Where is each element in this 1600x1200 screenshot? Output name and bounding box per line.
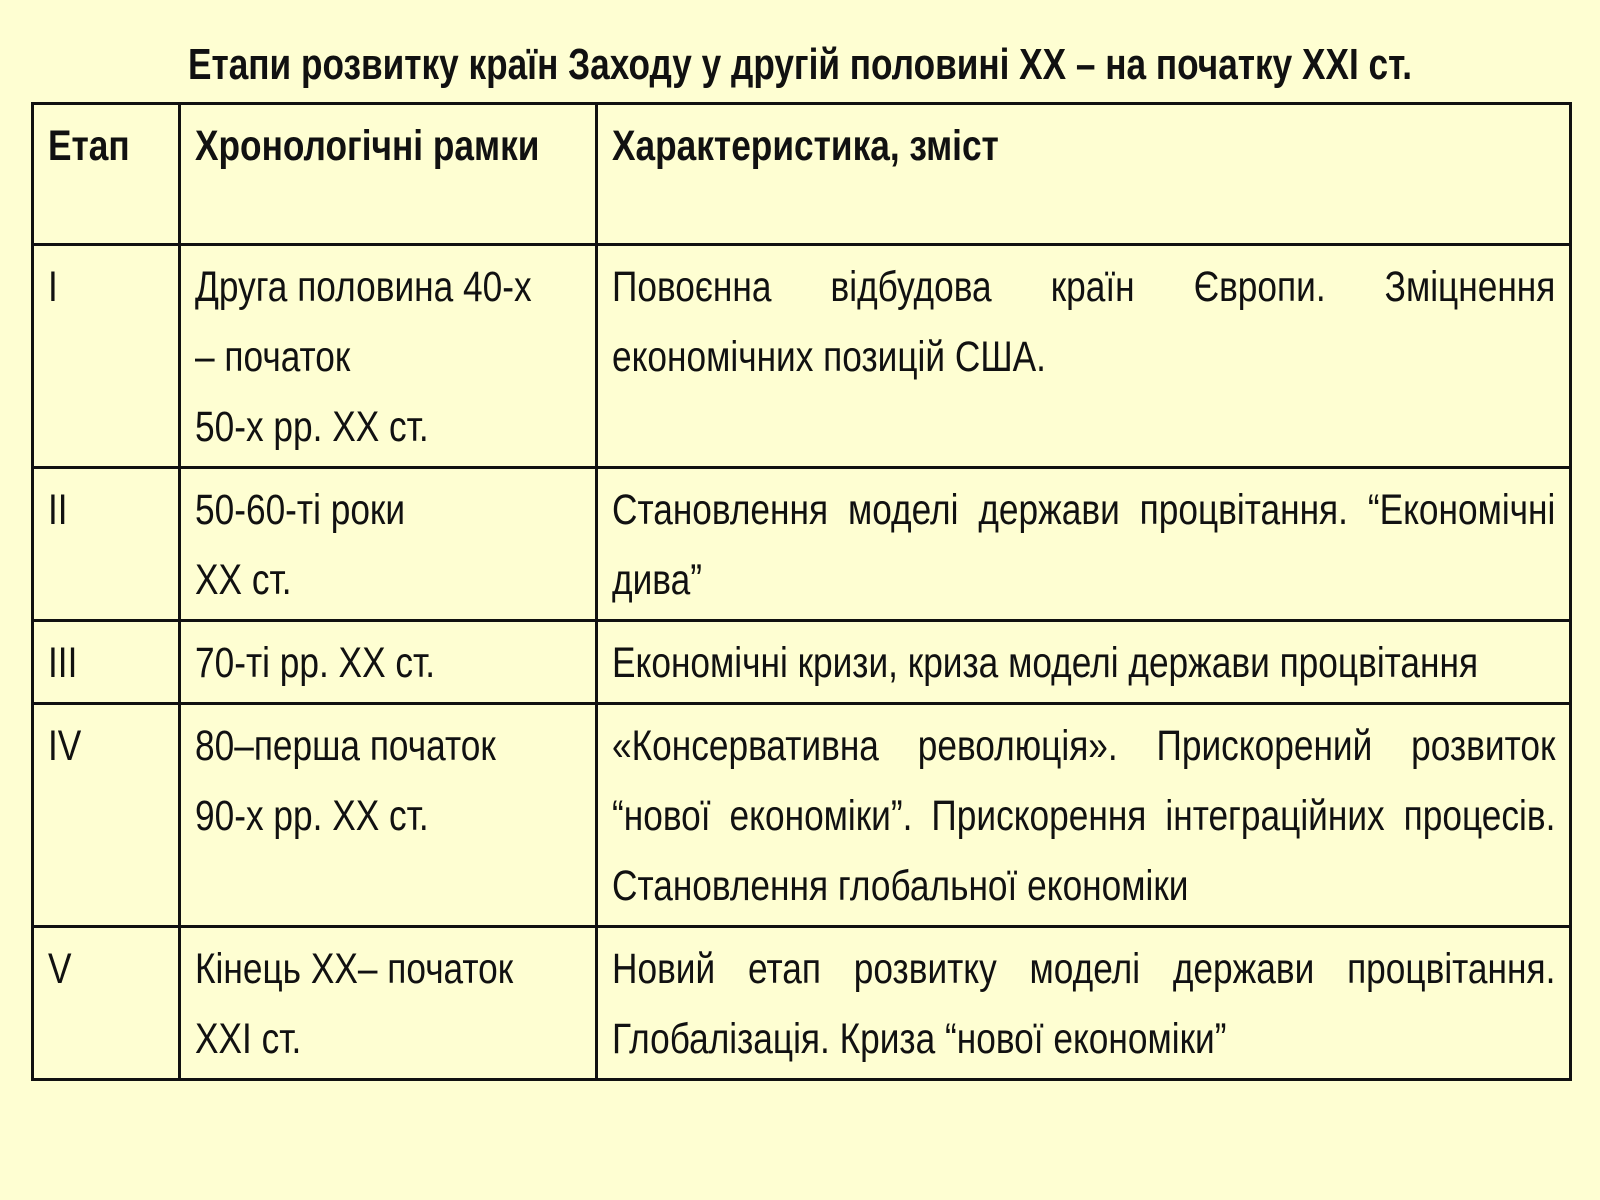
cell-years: Друга половина 40-х – початок 50-х рр. XX ст. [180, 245, 597, 468]
slide-title: Етапи розвитку країн Заходу у другій половині XX – на початку XXI ст. [187, 40, 1413, 89]
cell-description: Новий етап розвитку моделі держави процвітання. Глобалізація. Криза “нової економіки” [597, 927, 1571, 1080]
cell-stage: III [33, 621, 180, 704]
stages-table-container [31, 102, 1572, 1081]
table-row [33, 704, 1571, 927]
cell-stage: I [33, 245, 180, 468]
table-row [33, 468, 1571, 621]
cell-description: Становлення моделі держави процвітання. “Економічні дива” [597, 468, 1571, 621]
cell-years: 50-60-ті роки XX ст. [180, 468, 597, 621]
table-row [33, 245, 1571, 468]
header-description: Характеристика, зміст [597, 104, 1571, 245]
stages-table [31, 102, 1572, 1081]
cell-years: 70-ті рр. XX ст. [180, 621, 597, 704]
table-header-row [33, 104, 1571, 245]
cell-description: «Консервативна революція». Прискорений розвиток “нової економіки”. Прискорення інтеграційних процесів. Становлення глобальної економіки [597, 704, 1571, 927]
header-years: Хронологічні рамки [180, 104, 597, 245]
cell-years: 80–перша початок 90-х рр. XX ст. [180, 704, 597, 927]
cell-stage: II [33, 468, 180, 621]
cell-stage: V [33, 927, 180, 1080]
table-row [33, 621, 1571, 704]
cell-description: Повоєнна відбудова країн Європи. Зміцнення економічних позицій США. [597, 245, 1571, 468]
header-stage: Етап [33, 104, 180, 245]
table-row [33, 927, 1571, 1080]
cell-description: Економічні кризи, криза моделі держави процвітання [597, 621, 1571, 704]
cell-years: Кінець XX– початок XXI ст. [180, 927, 597, 1080]
cell-stage: IV [33, 704, 180, 927]
